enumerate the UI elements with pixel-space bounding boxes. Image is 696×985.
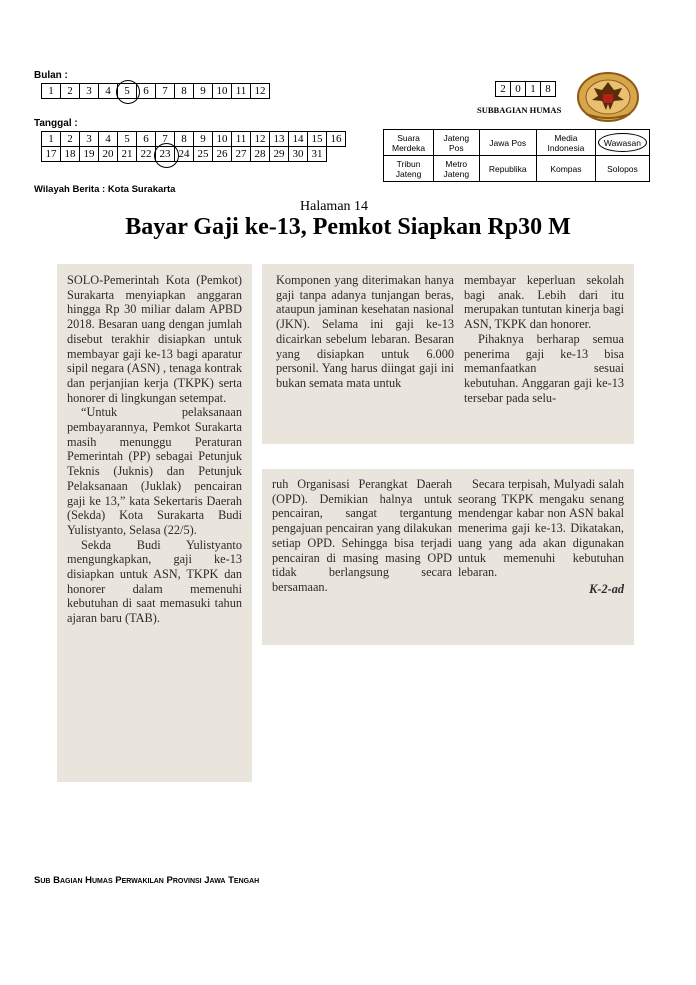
col3-paragraph: membayar keperluan sekolah bagi anak. Lebih dari itu merupakan tuntutan kinerja bagi ASN, TKPK dan honorer.	[464, 273, 624, 332]
newspaper-cell	[434, 156, 479, 182]
newspaper-name: Jawa Pos	[489, 137, 527, 148]
grid-cell: 8	[175, 132, 194, 147]
grid-cell: 12	[251, 132, 270, 147]
grid-cell: 15	[308, 132, 327, 147]
col1-paragraph: SOLO-Pemerintah Kota (Pemkot) Surakarta menyiapkan anggaran hingga Rp 30 miliar dalam APBD 2018. Besaran uang dengan jumlah disebut terakhir disiapkan untuk membayar gaji ke-13 bagi aparatur sipil negara (ASN) , tenaga kontrak dan perjanjian kerja (TKPK) serta honorer di lingkungan setempat.	[67, 273, 242, 405]
date-grid	[41, 131, 346, 162]
grid-cell: 3	[80, 132, 99, 147]
grid-cell: 1	[526, 82, 541, 97]
footer-text: Sub Bagian Humas Perwakilan Provinsi Jawa Tengah	[34, 875, 260, 886]
grid-cell: 1	[42, 84, 61, 99]
col1-paragraph: Sekda Budi Yulistyanto mengungkapkan, gaji ke-13 disiapkan untuk ASN, TKPK dan honorer dalam memenuhi kebutuhan di saat memasuki tahun ajaran baru (TAB).	[67, 537, 242, 626]
grid-cell: 31	[308, 147, 327, 162]
newspaper-name: Solopos	[607, 163, 638, 174]
grid-cell: 11	[232, 84, 251, 99]
grid-cell: 14	[289, 132, 308, 147]
grid-cell: 10	[213, 84, 232, 99]
newspaper-name: Kompas	[550, 163, 582, 174]
subbagian-humas: SUBBAGIAN HUMAS	[477, 105, 562, 115]
year-grid	[495, 81, 556, 97]
article-block-top	[262, 264, 634, 444]
month-grid	[41, 83, 270, 99]
grid-cell: 6	[137, 84, 156, 99]
byline: K-2-ad	[589, 581, 624, 596]
newspaper-name: Wawasan	[603, 137, 641, 148]
grid-cell: 2	[61, 132, 80, 147]
newspaper-name: Media Indonesia	[547, 132, 585, 153]
grid-cell: 6	[137, 132, 156, 147]
article-column-1	[57, 264, 252, 782]
newspaper-cell	[536, 130, 595, 156]
tanggal-label: Tanggal :	[34, 118, 78, 129]
newspaper-cell	[595, 130, 649, 156]
grid-cell: 5	[118, 84, 137, 99]
grid-cell: 7	[156, 84, 175, 99]
newspaper-cell	[536, 156, 595, 182]
newspaper-table	[383, 129, 650, 182]
grid-cell: 16	[327, 132, 346, 147]
grid-cell: 26	[213, 147, 232, 162]
newspaper-name: Metro Jateng	[443, 158, 470, 179]
grid-cell: 22	[137, 147, 156, 162]
newspaper-cell	[434, 130, 479, 156]
newspaper-cell	[384, 130, 434, 156]
col5-paragraph: Secara terpisah, Mulyadi salah seorang TKPK mengaku senang mendengar kabar non ASN bakal menerima gaji ke-13. Dikatakan, uang yang ada akan digunakan untuk memenuhi kebutuhan lebaran.	[458, 477, 624, 580]
grid-cell: 9	[194, 84, 213, 99]
grid-cell: 18	[61, 147, 80, 162]
grid-cell: 3	[80, 84, 99, 99]
grid-cell: 8	[541, 82, 556, 97]
newspaper-name: Suara Merdeka	[392, 132, 426, 153]
col2-paragraph: Komponen yang diterimakan hanya gaji tanpa adanya tunjangan beras, ataupun jaminan kesehatan nasional (JKN). Selama ini gaji ke-13 dicairkan sebelum lebaran. Besaran yang disiapkan untuk 6.000 personil. Yang harus diingat gaji ini bukan semata mata untuk	[276, 273, 454, 390]
grid-cell: 2	[61, 84, 80, 99]
col3-paragraph: Pihaknya berharap semua penerima gaji ke-13 bisa memanfaatkan sesuai kebutuhan. Anggaran gaji ke-13 tersebar pada selu-	[464, 331, 624, 405]
newspaper-cell	[384, 156, 434, 182]
grid-cell: 11	[232, 132, 251, 147]
grid-cell: 30	[289, 147, 308, 162]
newspaper-cell	[479, 130, 536, 156]
grid-cell: 19	[80, 147, 99, 162]
grid-cell: 23	[156, 147, 175, 162]
newspaper-name: Republika	[488, 163, 527, 174]
bulan-label: Bulan :	[34, 70, 68, 81]
grid-cell: 4	[99, 84, 118, 99]
wilayah-berita: Wilayah Berita : Kota Surakarta	[34, 184, 176, 195]
grid-cell: 20	[99, 147, 118, 162]
article-title: Bayar Gaji ke-13, Pemkot Siapkan Rp30 M	[125, 214, 571, 240]
grid-cell: 12	[251, 84, 270, 99]
selection-circle	[598, 133, 647, 152]
grid-cell: 0	[511, 82, 526, 97]
grid-cell: 28	[251, 147, 270, 162]
grid-cell: 17	[42, 147, 61, 162]
garuda-emblem-logo	[576, 70, 640, 122]
grid-cell: 24	[175, 147, 194, 162]
grid-cell: 4	[99, 132, 118, 147]
grid-cell: 21	[118, 147, 137, 162]
grid-cell: 1	[42, 132, 61, 147]
newspaper-name: Tribun Jateng	[395, 158, 422, 179]
grid-cell: 2	[496, 82, 511, 97]
col1-paragraph: “Untuk pelaksanaan pembayarannya, Pemkot Surakarta masih menunggu Peraturan Pemerintah (PP) sebagai Petunjuk Teknis (Juknis) dan Petunjuk Pelaksanaan (Juklak) pencairan gaji ke 13,” kata Sekertaris Daerah (Sekda) Kota Surakarta Budi Yulistyanto, Selasa (22/5).	[67, 405, 242, 537]
page-number: Halaman 14	[300, 199, 369, 214]
grid-cell: 25	[194, 147, 213, 162]
grid-cell: 27	[232, 147, 251, 162]
grid-cell: 8	[175, 84, 194, 99]
newspaper-cell	[479, 156, 536, 182]
newspaper-name: Jateng Pos	[443, 132, 470, 153]
grid-cell: 10	[213, 132, 232, 147]
grid-cell: 7	[156, 132, 175, 147]
grid-cell: 9	[194, 132, 213, 147]
grid-cell: 29	[270, 147, 289, 162]
article-block-bottom	[262, 469, 634, 645]
newspaper-cell	[595, 156, 649, 182]
grid-cell: 13	[270, 132, 289, 147]
grid-cell: 5	[118, 132, 137, 147]
col4-paragraph: ruh Organisasi Perangkat Daerah (OPD). Demikian halnya untuk pencairan, sangat tergantung pengajuan pencairan yang dilakukan setiap OPD. Sehingga bisa terjadi pencairan di masing masing OPD tidak berlangsung secara bersamaan.	[272, 477, 452, 594]
